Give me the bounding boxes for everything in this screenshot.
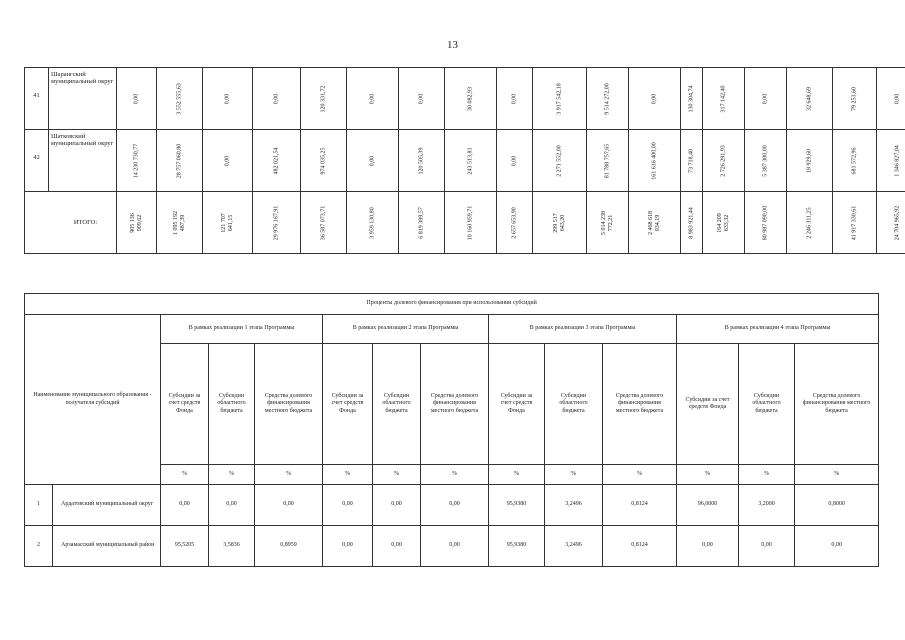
amount-cell: 0,00 [253,68,301,130]
amount-cell: 28 757 060,80 [157,130,203,192]
stage-3-header: В рамках реализации 3 этапа Программы [489,315,677,344]
amount-cell: 120 505,39 [399,130,445,192]
row-index: 41 [25,68,49,130]
column-header: Субсидии областного бюджета [545,344,603,465]
percent-cell: 0,00 [421,526,489,567]
percent-cell: 0,8124 [603,485,677,526]
percent-cell: 0,00 [677,526,739,567]
amount-cell: 317 142,40 [703,68,745,130]
percent-cell: 96,0000 [677,485,739,526]
funding-amounts-table [24,67,905,254]
percent-cell: 0,00 [795,526,879,567]
total-amount-cell: 121 707 641,15 [203,192,253,254]
unit-cell: % [255,465,323,485]
percent-cell: 0,00 [255,485,323,526]
percent-cell: 3,5836 [209,526,255,567]
municipality-name: Ардатовский муниципальный округ [53,485,161,526]
column-header: Субсидии за счет средств Фонда [161,344,209,465]
amount-cell: 0,00 [497,130,533,192]
percent-cell: 0,8959 [255,526,323,567]
amount-cell: 3 552 555,63 [157,68,203,130]
amount-cell: 0,00 [203,130,253,192]
amount-cell: 161 616 400,00 [629,130,681,192]
amount-cell: 0,00 [629,68,681,130]
amount-cell: 130 304,74 [681,68,703,130]
total-amount-cell: 41 917 330,61 [833,192,877,254]
amount-cell: 0,00 [347,130,399,192]
percent-cell: 0,00 [209,485,255,526]
stage-2-header: В рамках реализации 2 этапа Программы [323,315,489,344]
table-row [25,68,905,130]
table-row [25,526,879,567]
row-index: 2 [25,526,53,567]
percent-cell: 0,8124 [603,526,677,567]
unit-cell: % [677,465,739,485]
percent-cell: 0,00 [323,485,373,526]
unit-cell: % [421,465,489,485]
table-row [25,130,905,192]
amount-cell: 79 253,60 [833,68,877,130]
total-amount-cell: 2 246 311,25 [787,192,833,254]
total-amount-cell: 10 160 959,71 [445,192,497,254]
total-row [25,192,905,254]
stage-4-header: В рамках реализации 4 этапа Программы [677,315,879,344]
amount-cell: 0,00 [497,68,533,130]
total-amount-cell: 80 987 090,00 [745,192,787,254]
total-amount-cell: 905 136 909,62 [117,192,157,254]
amount-cell: 18 929,60 [787,130,833,192]
recipient-name-header: Наименование муниципального образования - получателя субсидий [25,315,161,485]
column-header: Субсидии областного бюджета [739,344,795,465]
percent-cell: 95,9380 [489,485,545,526]
amount-cell: 2 271 552,00 [533,130,587,192]
column-header: Субсидии за счет средств Фонда [323,344,373,465]
amount-cell: 5 387 300,00 [745,130,787,192]
total-amount-cell: 164 209 633,32 [703,192,745,254]
column-header: Средства долевого финансирования местного бюджета [603,344,677,465]
table-title: Проценты долевого финансирования при использовании субсидий [25,294,879,315]
total-amount-cell: 2 657 653,90 [497,192,533,254]
unit-cell: % [545,465,603,485]
unit-cell: % [739,465,795,485]
page-number: 13 [447,39,458,51]
percent-cell: 0,00 [421,485,489,526]
total-amount-cell: 36 587 073,71 [301,192,347,254]
row-index: 42 [25,130,49,192]
column-header: Средства долевого финансирования местного бюджета [255,344,323,465]
percent-cell: 0,8000 [795,485,879,526]
amount-cell: 73 718,40 [681,130,703,192]
column-header: Средства долевого финансирования местного бюджета [795,344,879,465]
stage-1-header: В рамках реализации 1 этапа Программы [161,315,323,344]
total-amount-cell: 1 095 192 487,39 [157,192,203,254]
amount-cell: 32 648,69 [787,68,833,130]
total-amount-cell: 2 468 618 034,19 [629,192,681,254]
column-header: Субсидии областного бюджета [209,344,255,465]
row-index: 1 [25,485,53,526]
amount-cell: 0,00 [399,68,445,130]
percent-cell: 95,5205 [161,526,209,567]
total-amount-cell: 5 014 238 772,21 [587,192,629,254]
percent-cell: 3,2496 [545,526,603,567]
total-amount-cell: 8 983 921,44 [681,192,703,254]
table-row [25,485,879,526]
amount-cell: 0,00 [347,68,399,130]
amount-cell: 81 788 757,65 [587,130,629,192]
percent-cell: 3,2000 [739,485,795,526]
amount-cell: 0,00 [877,68,905,130]
cofinancing-percent-table [24,293,879,567]
amount-cell: 3 917 542,18 [533,68,587,130]
percent-cell: 0,00 [739,526,795,567]
municipality-name: Арзамасский муниципальный район [53,526,161,567]
amount-cell: 14 230 730,77 [117,130,157,192]
amount-cell: 0,00 [203,68,253,130]
column-header: Средства долевого финансирования местного бюджета [421,344,489,465]
amount-cell: 1 346 827,04 [877,130,905,192]
total-amount-cell: 6 819 389,57 [399,192,445,254]
total-amount-cell: 299 517 643,20 [533,192,587,254]
percent-cell: 0,00 [373,526,421,567]
amount-cell: 30 082,93 [445,68,497,130]
column-header: Субсидии за счет средств Фонда [677,344,739,465]
unit-cell: % [323,465,373,485]
amount-cell: 681 572,96 [833,130,877,192]
total-label: ИТОГО: [25,192,117,254]
amount-cell: 120 331,72 [301,68,347,130]
percent-cell: 0,00 [323,526,373,567]
column-header: Субсидии за счет средств Фонда [489,344,545,465]
unit-cell: % [489,465,545,485]
percent-cell: 0,00 [161,485,209,526]
percent-cell: 3,2496 [545,485,603,526]
unit-cell: % [603,465,677,485]
unit-cell: % [795,465,879,485]
total-amount-cell: 24 704 965,92 [877,192,905,254]
column-header: Субсидии областного бюджета [373,344,421,465]
total-amount-cell: 3 959 130,80 [347,192,399,254]
total-amount-cell: 29 976 167,91 [253,192,301,254]
unit-cell: % [373,465,421,485]
amount-cell: 9 514 272,00 [587,68,629,130]
percent-cell: 95,9380 [489,526,545,567]
unit-cell: % [209,465,255,485]
percent-cell: 0,00 [373,485,421,526]
amount-cell: 2 726 291,93 [703,130,745,192]
amount-cell: 974 035,25 [301,130,347,192]
amount-cell: 0,00 [117,68,157,130]
municipality-name: Шатковский муниципальный округ [49,130,117,192]
amount-cell: 243 513,81 [445,130,497,192]
municipality-name: Шарангский муниципальный округ [49,68,117,130]
amount-cell: 482 021,54 [253,130,301,192]
unit-cell: % [161,465,209,485]
amount-cell: 0,00 [745,68,787,130]
